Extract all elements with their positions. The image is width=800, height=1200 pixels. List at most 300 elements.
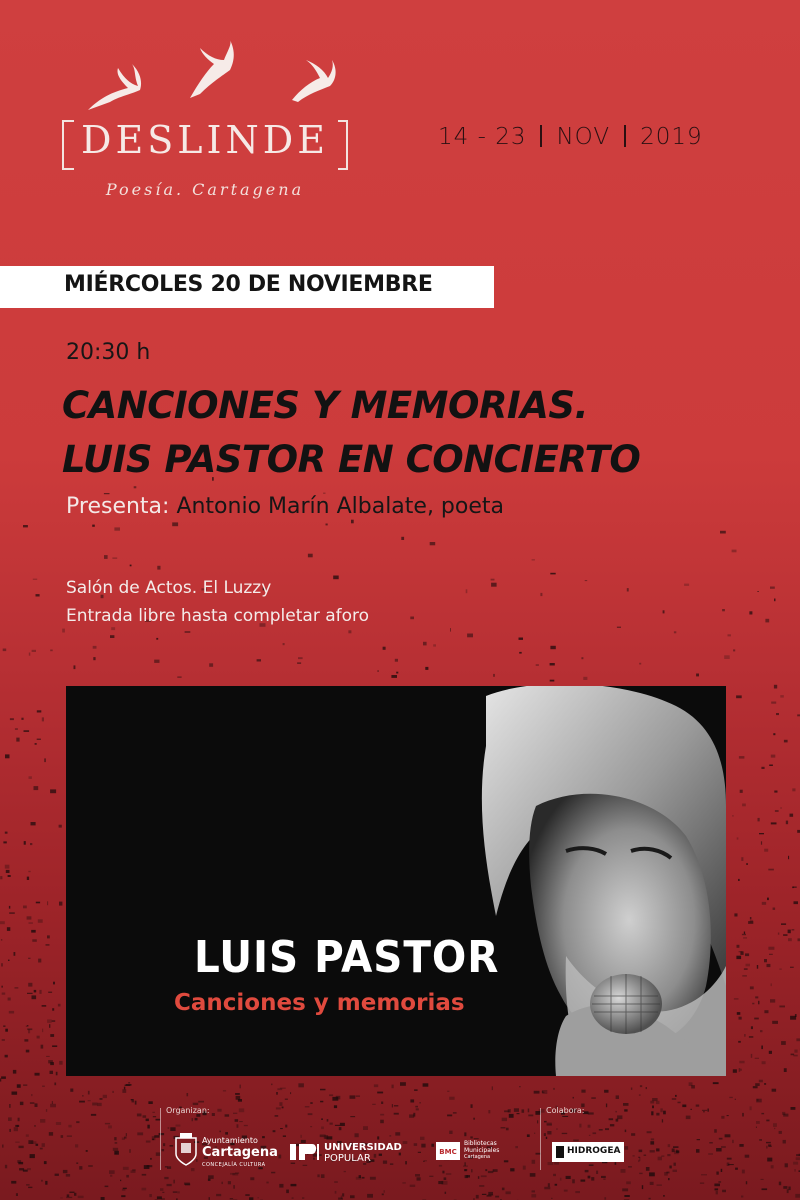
grunge-speck [2,1039,5,1040]
grunge-speck [58,1004,61,1007]
hidrogea-name: HIDROGEA [567,1146,621,1156]
grunge-speck [50,1104,56,1108]
grunge-speck [34,990,37,993]
grunge-speck [416,1108,419,1110]
grunge-speck [320,1089,326,1091]
grunge-speck [423,1083,429,1086]
grunge-speck [42,1029,43,1033]
grunge-speck [471,1104,473,1108]
grunge-speck [42,1086,45,1088]
grunge-speck [544,1121,547,1123]
grunge-speck [402,1182,405,1183]
grunge-speck [110,1175,112,1177]
grunge-speck [739,1068,741,1072]
grunge-speck [291,1184,297,1186]
grunge-speck [709,1142,713,1143]
grunge-speck [527,1134,530,1137]
grunge-speck [639,1150,643,1153]
grunge-speck [79,1166,82,1170]
bibliotecas-line-2: Municipales [464,1147,500,1154]
grunge-speck [56,1122,61,1125]
grunge-speck [656,1148,659,1151]
grunge-speck [36,1144,39,1146]
grunge-speck [24,730,30,732]
grunge-speck [112,1091,113,1093]
grunge-speck [506,1128,509,1131]
grunge-speck [766,1146,767,1149]
grunge-speck [66,1174,70,1177]
logo-title: DESLINDE [81,118,329,162]
grunge-speck [779,1182,781,1186]
ayuntamiento-line-1: Ayuntamiento [202,1136,258,1145]
grunge-speck [792,788,795,791]
grunge-speck [170,1127,175,1131]
grunge-speck [622,1188,628,1191]
grunge-speck [746,964,751,967]
grunge-speck [137,1114,142,1117]
grunge-speck [664,1172,668,1176]
festival-dates [438,124,758,150]
grunge-speck [110,635,114,638]
grunge-speck [772,1021,778,1024]
grunge-speck [721,1116,724,1119]
organizers-label: Organizan: [166,1106,210,1115]
grunge-speck [767,1158,772,1162]
grunge-speck [684,584,689,586]
grunge-speck [394,1105,398,1106]
grunge-speck [752,1003,754,1005]
grunge-speck [794,1050,797,1053]
grunge-speck [5,1055,8,1058]
grunge-speck [240,1085,241,1089]
grunge-speck [482,1194,487,1195]
grunge-speck [562,1133,568,1134]
grunge-speck [52,1101,53,1104]
grunge-speck [223,1090,226,1091]
grunge-speck [33,579,37,580]
grunge-speck [657,1185,662,1186]
grunge-speck [591,1097,596,1098]
grunge-speck [780,695,784,698]
grunge-speck [26,1184,30,1186]
grunge-speck [564,1190,568,1192]
grunge-speck [470,1136,473,1138]
grunge-speck [550,573,555,575]
festival-month: NOV [556,124,611,150]
grunge-speck [163,1143,165,1146]
grunge-speck [3,841,6,843]
grunge-speck [370,1177,376,1180]
grunge-speck [769,1051,772,1054]
presenter [66,494,504,519]
grunge-speck [176,1125,181,1127]
grunge-speck [732,550,737,553]
grunge-speck [751,1026,753,1029]
grunge-speck [741,1196,743,1198]
grunge-speck [363,1126,368,1130]
footer-divider [540,1108,541,1170]
grunge-speck [348,630,351,633]
separator-bar [540,125,542,147]
grunge-speck [257,659,261,661]
grunge-speck [413,1113,415,1117]
grunge-speck [514,1108,519,1112]
grunge-speck [606,1104,607,1108]
grunge-speck [550,646,555,649]
grunge-speck [658,1157,662,1161]
grunge-speck [142,1174,147,1176]
grunge-speck [286,1190,289,1194]
grunge-speck [49,1132,53,1136]
grunge-speck [739,756,745,759]
grunge-speck [350,1095,356,1098]
grunge-speck [8,875,11,877]
grunge-speck [271,1084,272,1086]
grunge-speck [678,1102,681,1104]
grunge-speck [509,1114,514,1118]
grunge-speck [447,1091,449,1092]
grunge-speck [88,1165,93,1167]
grunge-speck [652,1098,658,1101]
grunge-speck [429,1176,433,1177]
grunge-speck [60,1197,63,1198]
grunge-speck [714,1129,717,1133]
grunge-speck [686,1116,691,1120]
grunge-speck [380,1114,384,1116]
grunge-speck [760,1030,763,1032]
grunge-speck [604,1197,606,1200]
grunge-speck [746,863,748,865]
grunge-speck [302,1197,304,1199]
grunge-speck [23,906,27,909]
grunge-speck [384,1190,385,1193]
grunge-speck [2,993,5,995]
swallow-birds-icon [80,40,340,120]
grunge-speck [109,1170,115,1174]
photo-subtitle: Canciones y memorias [174,990,465,1016]
grunge-speck [737,1012,741,1015]
grunge-speck [774,599,776,602]
grunge-speck [70,1089,73,1092]
grunge-speck [392,1085,394,1089]
grunge-speck [583,677,587,680]
grunge-speck [15,1142,19,1143]
grunge-speck [37,739,41,740]
grunge-speck [400,1082,406,1086]
grunge-speck [235,1172,239,1173]
grunge-speck [126,1133,127,1136]
grunge-speck [661,1156,664,1157]
grunge-speck [37,1036,40,1039]
grunge-speck [35,1073,40,1076]
grunge-speck [209,663,213,667]
grunge-speck [783,934,787,936]
universidad-line-1: UNIVERSIDAD [324,1142,402,1153]
grunge-speck [639,1173,642,1174]
grunge-speck [610,1124,614,1126]
grunge-speck [395,659,398,662]
grunge-speck [742,1170,745,1174]
grunge-speck [734,998,739,1000]
grunge-speck [792,929,795,930]
grunge-speck [674,1151,679,1155]
grunge-speck [330,1123,333,1125]
grunge-speck [1,986,3,988]
grunge-speck [442,1181,448,1185]
grunge-speck [310,1102,312,1104]
grunge-speck [18,1118,20,1122]
grunge-speck [282,1107,284,1109]
grunge-speck [235,1119,239,1122]
grunge-speck [31,1141,37,1144]
grunge-speck [702,1110,707,1111]
grunge-speck [639,663,641,665]
grunge-speck [32,995,37,999]
grunge-speck [280,1128,283,1129]
grunge-speck [26,1134,29,1136]
grunge-speck [642,1185,643,1189]
grunge-speck [758,818,760,822]
grunge-speck [530,1173,536,1177]
grunge-speck [762,1188,768,1190]
grunge-speck [786,821,788,825]
grunge-speck [291,1163,295,1164]
grunge-speck [5,832,8,834]
grunge-speck [794,1169,795,1172]
grunge-speck [67,1194,70,1197]
grunge-speck [362,1177,365,1179]
grunge-speck [153,1116,156,1117]
grunge-speck [50,1062,54,1065]
grunge-speck [491,583,497,587]
grunge-speck [208,1179,211,1181]
grunge-speck [739,1017,742,1020]
grunge-speck [739,951,743,952]
grunge-speck [663,1195,665,1197]
grunge-speck [741,857,743,861]
grunge-speck [88,1100,91,1101]
grunge-speck [732,815,733,817]
grunge-speck [92,525,95,527]
grunge-speck [450,628,451,632]
grunge-speck [522,1109,525,1112]
grunge-speck [217,1109,221,1112]
grunge-speck [631,1088,632,1090]
grunge-speck [149,1194,152,1197]
grunge-speck [651,1111,653,1115]
grunge-speck [341,1196,342,1200]
grunge-speck [396,672,398,674]
grunge-speck [245,1194,249,1196]
grunge-speck [42,1143,45,1147]
grunge-speck [41,1045,44,1049]
grunge-speck [769,954,773,955]
grunge-speck [120,1180,121,1181]
grunge-speck [788,938,792,941]
grunge-speck [771,702,776,704]
grunge-speck [10,1129,11,1132]
grunge-speck [647,1131,652,1133]
grunge-speck [740,790,743,793]
grunge-speck [16,1193,18,1196]
grunge-speck [708,1109,709,1112]
grunge-speck [718,1181,721,1183]
grunge-speck [787,1189,789,1193]
grunge-speck [764,1010,768,1013]
grunge-speck [174,1180,175,1184]
grunge-speck [334,1181,338,1183]
grunge-speck [15,728,18,730]
grunge-speck [59,1061,62,1065]
grunge-speck [716,1148,722,1152]
grunge-speck [662,1119,663,1122]
ayuntamiento-line-3: CONCEJALÍA CULTURA [202,1162,266,1168]
grunge-speck [697,1139,700,1140]
grunge-speck [126,1084,132,1086]
grunge-speck [32,939,37,942]
grunge-speck [0,876,2,879]
grunge-speck [131,1099,134,1100]
grunge-speck [367,1194,373,1198]
grunge-speck [31,930,36,933]
event-title-line-1: CANCIONES Y MEMORIAS. [62,384,589,427]
singer-portrait [66,686,726,1076]
grunge-speck [536,664,539,666]
grunge-speck [54,1083,56,1086]
grunge-speck [3,1026,5,1027]
grunge-speck [76,1121,79,1123]
grunge-speck [625,1130,627,1133]
grunge-speck [152,1112,155,1113]
grunge-speck [298,1083,304,1087]
grunge-speck [230,1198,233,1199]
festival-year: 2019 [640,124,703,150]
grunge-speck [775,810,779,811]
grunge-speck [86,1150,88,1152]
grunge-speck [308,1113,313,1115]
grunge-speck [464,1169,467,1171]
grunge-speck [15,1125,18,1127]
grunge-speck [534,1133,535,1134]
grunge-speck [52,1020,56,1022]
grunge-speck [734,913,737,916]
grunge-speck [167,1184,172,1186]
grunge-speck [350,1195,355,1198]
grunge-speck [377,1092,383,1094]
grunge-speck [721,1146,726,1148]
grunge-speck [591,1177,594,1181]
grunge-speck [700,1182,704,1184]
grunge-speck [492,1086,493,1090]
grunge-speck [372,1104,376,1105]
grunge-speck [596,1171,598,1174]
grunge-speck [124,1137,127,1139]
grunge-speck [283,1135,286,1137]
grunge-speck [765,619,769,623]
grunge-speck [410,1185,416,1187]
grunge-speck [61,1135,64,1138]
event-time: 20:30 h [66,340,151,365]
grunge-speck [581,1180,586,1182]
grunge-speck [742,804,746,807]
grunge-speck [756,1099,762,1103]
grunge-speck [766,1142,771,1143]
grunge-speck [495,1196,499,1198]
grunge-speck [351,520,354,524]
grunge-speck [279,1102,282,1106]
grunge-speck [792,887,794,889]
grunge-speck [447,1115,452,1117]
grunge-speck [788,930,791,934]
grunge-speck [736,695,742,698]
grunge-speck [795,1194,800,1198]
grunge-speck [729,1097,733,1098]
grunge-speck [724,655,730,659]
grunge-speck [23,1084,27,1086]
grunge-speck [41,1180,42,1182]
grunge-speck [208,1175,214,1179]
grunge-speck [716,1172,718,1175]
grunge-speck [751,1054,752,1058]
grunge-speck [35,743,37,745]
grunge-speck [528,1109,530,1113]
grunge-speck [239,1108,244,1112]
grunge-speck [673,1146,679,1148]
grunge-speck [715,1188,719,1190]
grunge-speck [414,1143,417,1146]
grunge-speck [588,1125,591,1128]
grunge-speck [771,822,777,824]
grunge-speck [50,1034,54,1037]
grunge-speck [91,1114,96,1116]
grunge-speck [5,865,10,869]
grunge-speck [154,660,159,663]
grunge-speck [668,1144,670,1147]
grunge-speck [762,902,766,905]
grunge-speck [449,1131,452,1134]
grunge-speck [27,1028,32,1030]
grunge-speck [728,1164,734,1165]
grunge-speck [744,1034,745,1037]
grunge-speck [28,983,32,987]
grunge-speck [333,576,339,580]
grunge-speck [146,1141,151,1143]
grunge-speck [791,1107,796,1110]
grunge-speck [276,1092,278,1095]
grunge-speck [519,1086,520,1087]
grunge-speck [444,1177,447,1180]
grunge-speck [624,1109,627,1111]
grunge-speck [589,1165,594,1166]
grunge-speck [11,1181,16,1184]
grunge-speck [779,1006,785,1008]
grunge-speck [17,1084,21,1088]
grunge-speck [321,1119,323,1120]
grunge-speck [8,1117,12,1121]
grunge-speck [540,593,542,596]
grunge-speck [326,524,328,526]
grunge-speck [27,916,32,919]
grunge-speck [617,627,621,628]
grunge-speck [554,1088,555,1090]
grunge-speck [675,1095,677,1097]
grunge-speck [650,1141,654,1144]
grunge-speck [663,1111,666,1115]
grunge-speck [156,638,158,640]
grunge-speck [76,1163,78,1164]
grunge-speck [15,987,19,988]
grunge-speck [790,814,794,817]
